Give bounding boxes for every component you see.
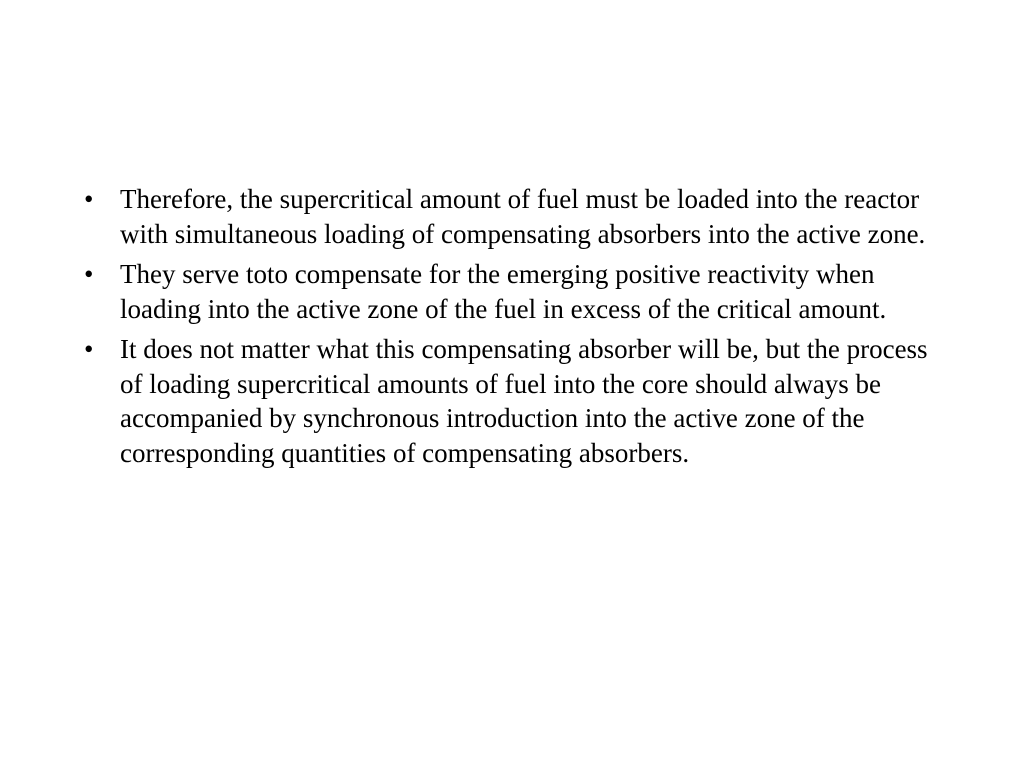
bullet-icon: • xyxy=(84,184,94,214)
bullet-icon: • xyxy=(84,334,94,364)
bullet-text: They serve toto compensate for the emerging positive reactivity when loading into the active zone of the fuel in excess of the critical amount. xyxy=(120,259,887,324)
bullet-item-1 xyxy=(84,182,954,251)
bullet-item-2 xyxy=(84,257,954,326)
bullet-icon: • xyxy=(84,259,94,289)
bullet-text: Therefore, the supercritical amount of fuel must be loaded into the reactor with simultaneous loading of compensating absorbers into the active zone. xyxy=(120,184,926,249)
bullet-item-3 xyxy=(84,332,954,470)
bullet-text: It does not matter what this compensating absorber will be, but the process of loading supercritical amounts of fuel into the core should always be accompanied by synchronous introduction into the active zone of the corresponding quantities of compensating absorbers. xyxy=(120,334,928,468)
bullet-list xyxy=(84,182,954,476)
